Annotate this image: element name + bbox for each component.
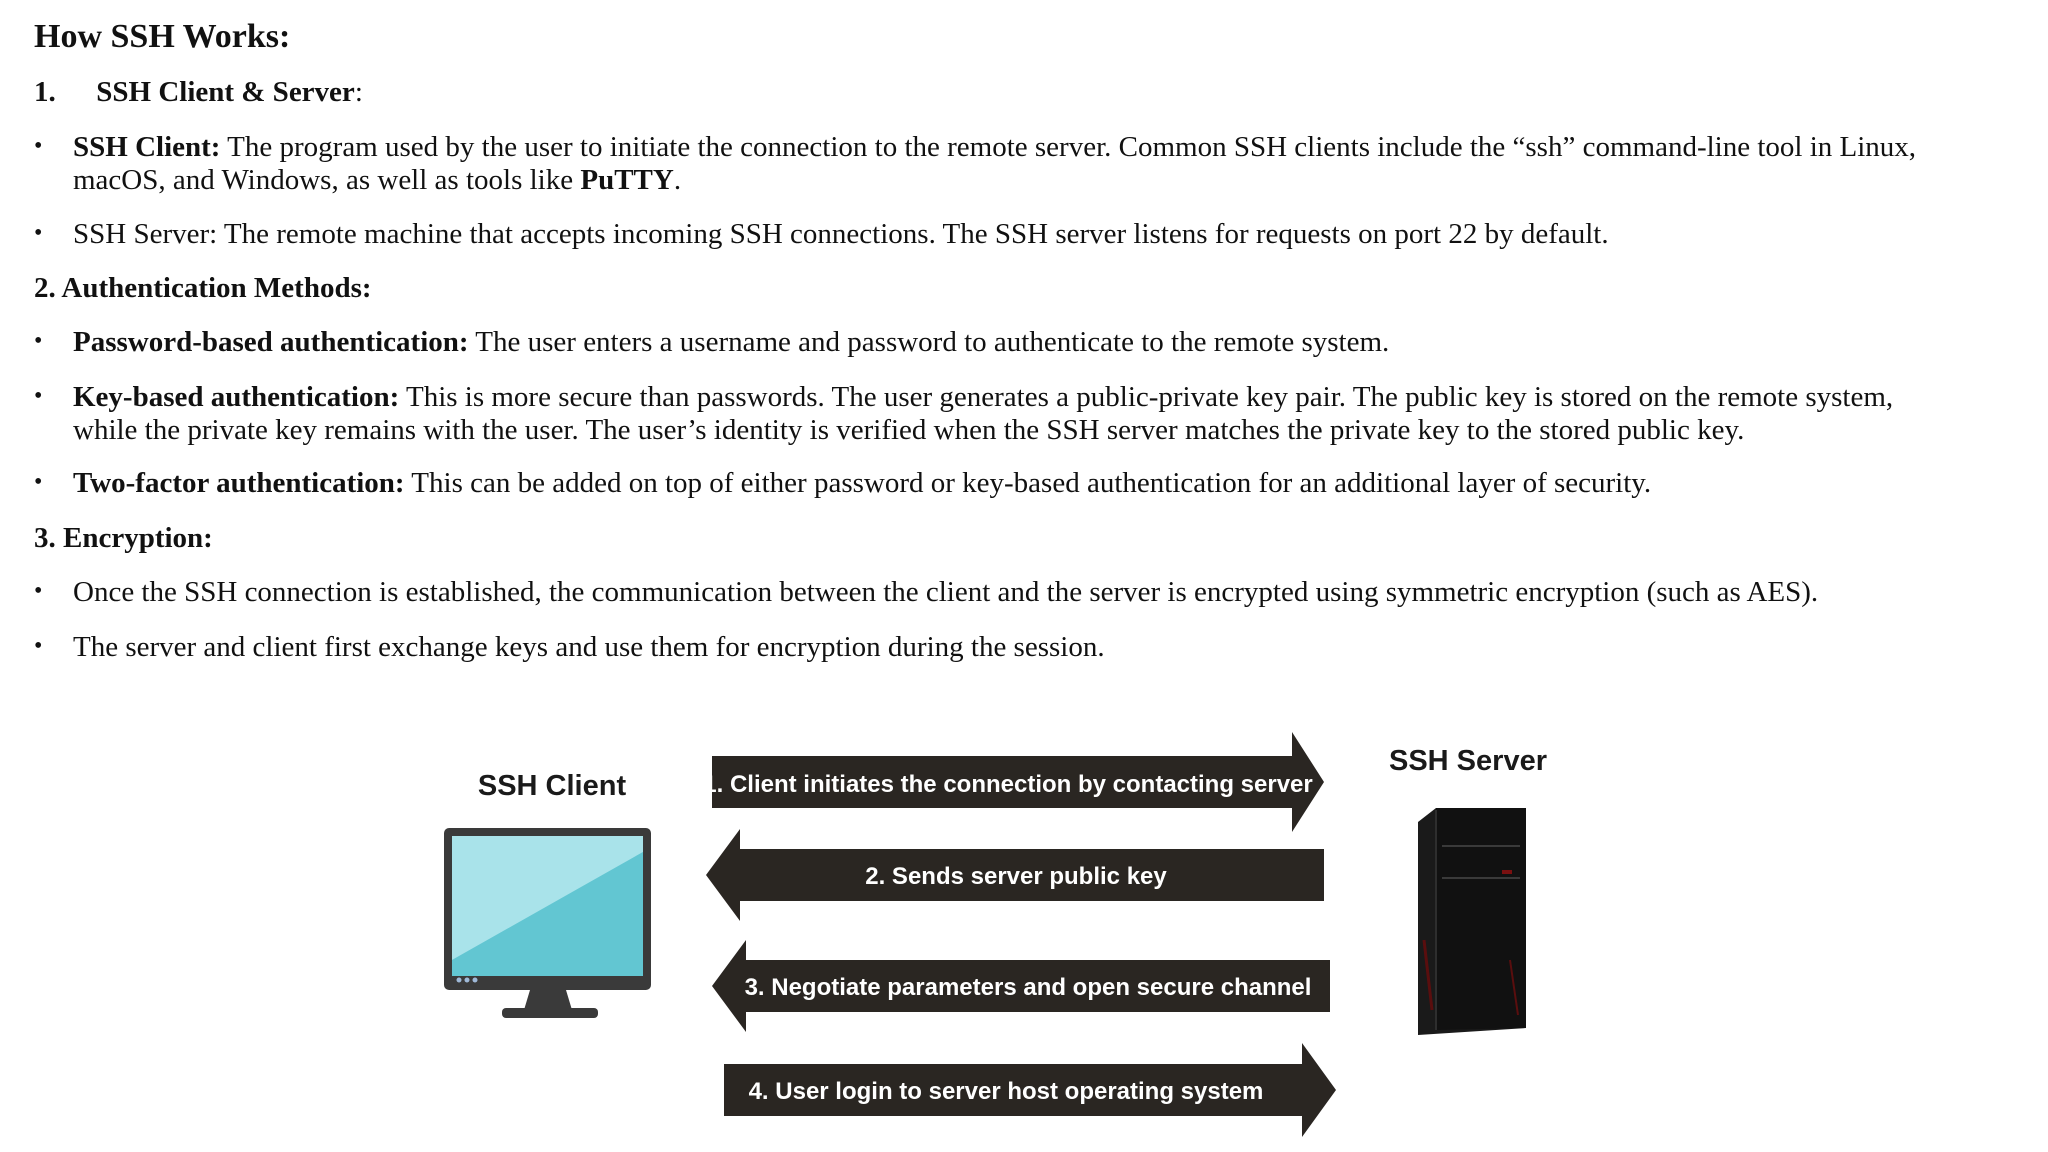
step-4-arrow [724, 1043, 1336, 1137]
step-1-label: 1. Client initiates the connection by contacting server [703, 771, 1313, 798]
section-1-suffix: : [354, 76, 363, 108]
page-title: How SSH Works: [34, 18, 291, 55]
bullet-dot: • [34, 220, 43, 246]
step-4-label: 4. User login to server host operating system [748, 1078, 1264, 1105]
bullet-dot: • [34, 469, 43, 495]
bullet-dot: • [34, 383, 43, 409]
bullet-label: SSH Client: [73, 131, 221, 163]
bullet-dot: • [34, 328, 43, 354]
bullet-encryption-symmetric: Once the SSH connection is established, the communication between the client and the server is encrypted using symmetric encryption (such as AES). [73, 576, 1819, 608]
bullet-text-end: . [673, 164, 682, 196]
client-label: SSH Client [477, 770, 627, 802]
bullet-text: macOS, and Windows, as well as tools like [73, 164, 581, 196]
bullet-label: Key-based authentication: [73, 381, 400, 413]
step-2-label: 2. Sends server public key [865, 863, 1167, 890]
bullet-label: Two-factor authentication: [73, 467, 405, 499]
bullet-text: This is more secure than passwords. The user generates a public-private key pair. The public key is stored on the remote system, [399, 381, 1894, 413]
section-2-title: . Authentication Methods: [48, 272, 372, 304]
putty-label: PuTTY [580, 164, 674, 196]
section-1-number: 1. [34, 76, 56, 108]
bullet-ssh-server: SSH Server: The remote machine that accepts incoming SSH connections. The SSH server listens for requests on port 22 by default. [73, 218, 1609, 250]
section-3-heading: 3. Encryption: [34, 522, 213, 554]
step-2-arrow [706, 829, 1324, 921]
bullet-key-exchange: The server and client first exchange keys and use them for encryption during the session. [73, 631, 1105, 663]
monitor-icon [444, 828, 651, 1018]
step-3-label: 3. Negotiate parameters and open secure channel [744, 974, 1312, 1001]
bullet-text: The program used by the user to initiate the connection to the remote server. Common SSH clients include the “ssh” command-line tool in Linux, [220, 131, 1917, 163]
step-1-arrow [703, 732, 1324, 832]
bullet-dot: • [34, 578, 43, 604]
server-label: SSH Server [1389, 745, 1547, 777]
bullet-text: The user enters a username and password to authenticate to the remote system. [468, 326, 1390, 358]
section-2-number: 2 [34, 272, 49, 304]
section-1-title: SSH Client & Server [96, 76, 355, 108]
bullet-dot: • [34, 633, 43, 659]
step-3-arrow [712, 940, 1330, 1032]
bullet-key-auth-line2: while the private key remains with the user. The user’s identity is verified when the SSH server matches the private key to the stored public key. [73, 414, 1745, 446]
bullet-dot: • [34, 133, 43, 159]
bullet-text: This can be added on top of either password or key-based authentication for an additional layer of security. [404, 467, 1652, 499]
bullet-label: Password-based authentication: [73, 326, 469, 358]
server-tower-icon [1418, 808, 1526, 1035]
